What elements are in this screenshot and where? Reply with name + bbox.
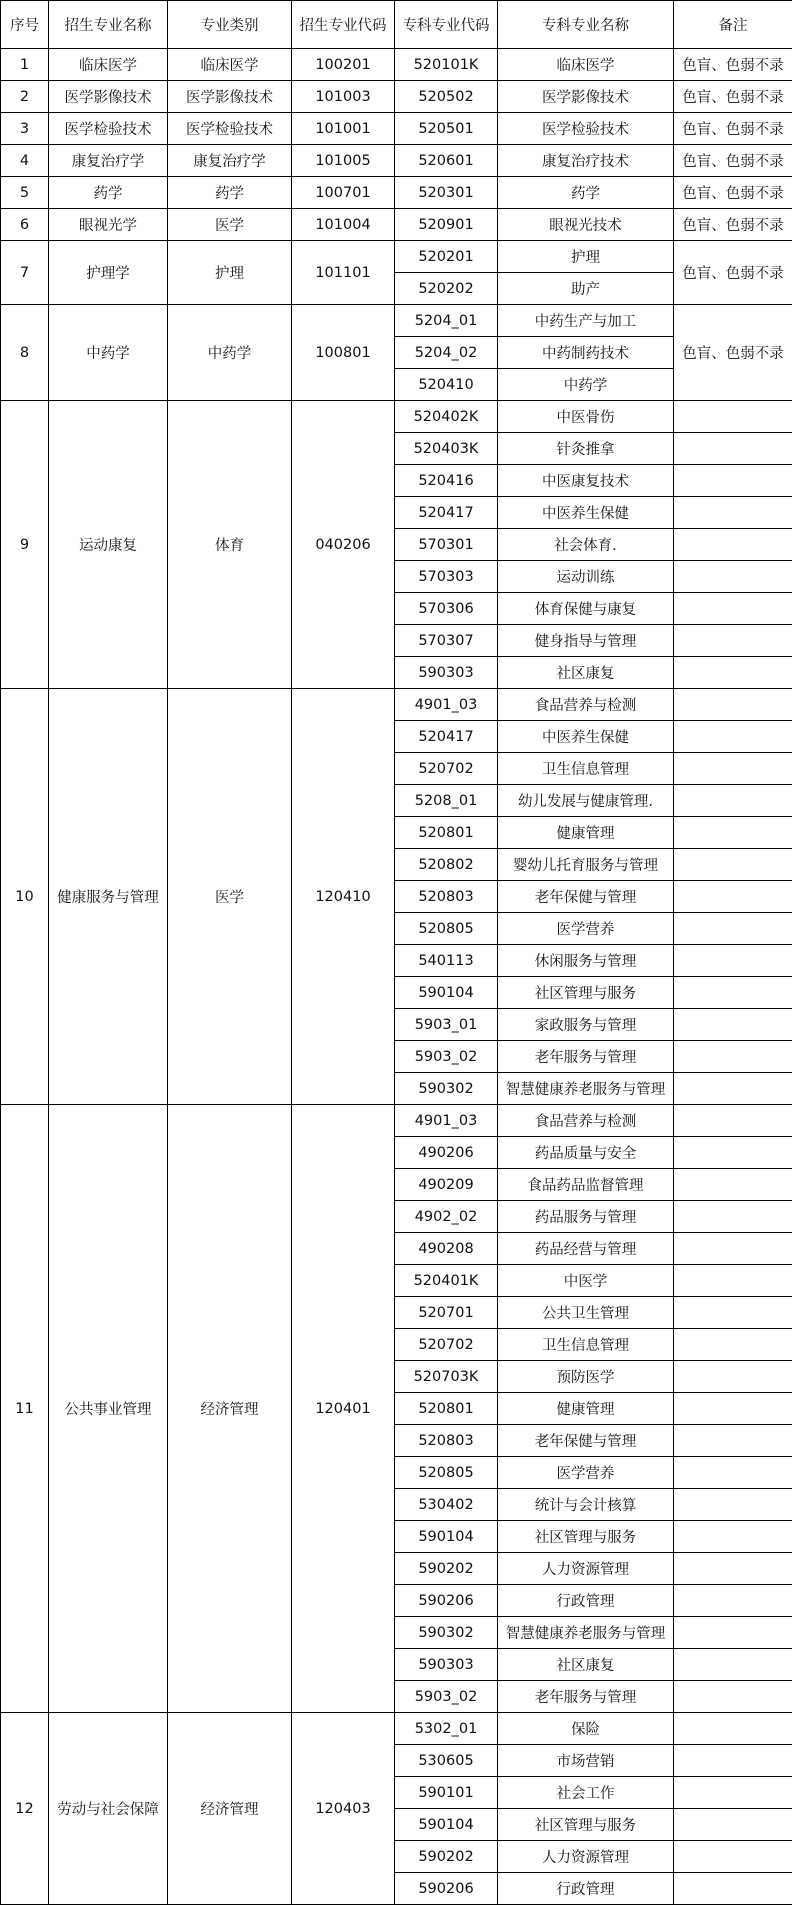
note-cell <box>674 497 792 529</box>
college-code-cell: 5204_01 <box>395 305 498 337</box>
college-code-cell: 540113 <box>395 945 498 977</box>
college-code-cell: 520502 <box>395 81 498 113</box>
college-code-cell: 520805 <box>395 1457 498 1489</box>
college-code-cell: 5903_02 <box>395 1681 498 1713</box>
college-name-cell: 行政管理 <box>498 1585 674 1617</box>
major-code-cell: 101004 <box>292 209 395 241</box>
note-cell <box>674 1169 792 1201</box>
major-name-cell: 公共事业管理 <box>49 1105 168 1713</box>
major-name-cell: 药学 <box>49 177 168 209</box>
category-cell: 护理 <box>168 241 292 305</box>
college-name-cell: 医学影像技术 <box>498 81 674 113</box>
table-row <box>1 241 792 273</box>
college-name-cell: 卫生信息管理 <box>498 753 674 785</box>
college-code-cell: 4901_03 <box>395 1105 498 1137</box>
note-cell <box>674 1809 792 1841</box>
college-name-cell: 中医学 <box>498 1265 674 1297</box>
college-code-cell: 520101K <box>395 49 498 81</box>
college-code-cell: 590101 <box>395 1777 498 1809</box>
note-cell <box>674 1137 792 1169</box>
seq-cell: 12 <box>1 1713 49 1905</box>
note-cell <box>674 625 792 657</box>
college-name-cell: 预防医学 <box>498 1361 674 1393</box>
seq-cell: 1 <box>1 49 49 81</box>
college-code-cell: 590206 <box>395 1585 498 1617</box>
category-cell: 医学检验技术 <box>168 113 292 145</box>
table-row <box>1 209 792 241</box>
college-name-cell: 婴幼儿托育服务与管理 <box>498 849 674 881</box>
college-name-cell: 医学营养 <box>498 913 674 945</box>
college-code-cell: 490206 <box>395 1137 498 1169</box>
college-name-cell: 智慧健康养老服务与管理 <box>498 1617 674 1649</box>
college-name-cell: 药品经营与管理 <box>498 1233 674 1265</box>
college-code-cell: 490208 <box>395 1233 498 1265</box>
header-college-code: 专科专业代码 <box>395 1 498 49</box>
note-cell: 色盲、色弱不录 <box>674 81 792 113</box>
header-major-name: 招生专业名称 <box>49 1 168 49</box>
major-name-cell: 临床医学 <box>49 49 168 81</box>
college-code-cell: 520416 <box>395 465 498 497</box>
header-category: 专业类别 <box>168 1 292 49</box>
college-code-cell: 5903_02 <box>395 1041 498 1073</box>
college-name-cell: 社会工作 <box>498 1777 674 1809</box>
note-cell: 色盲、色弱不录 <box>674 49 792 81</box>
table-row <box>1 401 792 433</box>
college-name-cell: 食品营养与检测 <box>498 689 674 721</box>
note-cell <box>674 1457 792 1489</box>
college-name-cell: 社区管理与服务 <box>498 1521 674 1553</box>
college-name-cell: 药品质量与安全 <box>498 1137 674 1169</box>
note-cell: 色盲、色弱不录 <box>674 177 792 209</box>
category-cell: 经济管理 <box>168 1105 292 1713</box>
seq-cell: 8 <box>1 305 49 401</box>
college-code-cell: 520701 <box>395 1297 498 1329</box>
note-cell: 色盲、色弱不录 <box>674 113 792 145</box>
college-name-cell: 健身指导与管理 <box>498 625 674 657</box>
note-cell <box>674 977 792 1009</box>
table-header <box>1 1 792 49</box>
note-cell <box>674 433 792 465</box>
note-cell <box>674 1009 792 1041</box>
note-cell <box>674 1777 792 1809</box>
note-cell <box>674 529 792 561</box>
note-cell <box>674 1265 792 1297</box>
note-cell: 色盲、色弱不录 <box>674 145 792 177</box>
college-code-cell: 520805 <box>395 913 498 945</box>
college-name-cell: 幼儿发展与健康管理. <box>498 785 674 817</box>
seq-cell: 11 <box>1 1105 49 1713</box>
major-code-cell: 101001 <box>292 113 395 145</box>
college-code-cell: 5302_01 <box>395 1713 498 1745</box>
seq-cell: 4 <box>1 145 49 177</box>
college-code-cell: 520802 <box>395 849 498 881</box>
college-name-cell: 健康管理 <box>498 817 674 849</box>
major-code-cell: 120403 <box>292 1713 395 1905</box>
college-code-cell: 590303 <box>395 1649 498 1681</box>
note-cell <box>674 721 792 753</box>
college-code-cell: 570306 <box>395 593 498 625</box>
category-cell: 医学影像技术 <box>168 81 292 113</box>
college-code-cell: 520803 <box>395 1425 498 1457</box>
college-name-cell: 公共卫生管理 <box>498 1297 674 1329</box>
college-code-cell: 520601 <box>395 145 498 177</box>
category-cell: 医学 <box>168 209 292 241</box>
category-cell: 体育 <box>168 401 292 689</box>
college-name-cell: 中药学 <box>498 369 674 401</box>
college-name-cell: 市场营销 <box>498 1745 674 1777</box>
college-name-cell: 老年服务与管理 <box>498 1681 674 1713</box>
table-body <box>1 49 792 1905</box>
note-cell <box>674 817 792 849</box>
college-code-cell: 590104 <box>395 1809 498 1841</box>
college-code-cell: 520417 <box>395 721 498 753</box>
note-cell <box>674 1393 792 1425</box>
major-code-cell: 100801 <box>292 305 395 401</box>
college-code-cell: 590303 <box>395 657 498 689</box>
note-cell <box>674 1041 792 1073</box>
seq-cell: 2 <box>1 81 49 113</box>
college-code-cell: 590206 <box>395 1873 498 1905</box>
college-code-cell: 520703K <box>395 1361 498 1393</box>
college-name-cell: 社区康复 <box>498 657 674 689</box>
note-cell <box>674 785 792 817</box>
major-name-cell: 康复治疗学 <box>49 145 168 177</box>
note-cell <box>674 401 792 433</box>
note-cell <box>674 1713 792 1745</box>
college-name-cell: 老年保健与管理 <box>498 881 674 913</box>
college-name-cell: 社会体育. <box>498 529 674 561</box>
college-name-cell: 社区管理与服务 <box>498 1809 674 1841</box>
college-name-cell: 人力资源管理 <box>498 1553 674 1585</box>
major-code-cell: 101005 <box>292 145 395 177</box>
college-name-cell: 护理 <box>498 241 674 273</box>
college-code-cell: 590302 <box>395 1617 498 1649</box>
seq-cell: 9 <box>1 401 49 689</box>
college-name-cell: 运动训练 <box>498 561 674 593</box>
college-name-cell: 家政服务与管理 <box>498 1009 674 1041</box>
note-cell <box>674 849 792 881</box>
table-row <box>1 305 792 337</box>
major-code-cell: 100701 <box>292 177 395 209</box>
table-row <box>1 1713 792 1745</box>
college-name-cell: 统计与会计核算 <box>498 1489 674 1521</box>
category-cell: 经济管理 <box>168 1713 292 1905</box>
college-name-cell: 体育保健与康复 <box>498 593 674 625</box>
table-row <box>1 49 792 81</box>
header-seq: 序号 <box>1 1 49 49</box>
note-cell <box>674 1073 792 1105</box>
note-cell <box>674 1489 792 1521</box>
college-name-cell: 老年服务与管理 <box>498 1041 674 1073</box>
college-code-cell: 520801 <box>395 1393 498 1425</box>
college-code-cell: 520702 <box>395 1329 498 1361</box>
note-cell <box>674 1233 792 1265</box>
college-code-cell: 5208_01 <box>395 785 498 817</box>
college-name-cell: 中药生产与加工 <box>498 305 674 337</box>
seq-cell: 6 <box>1 209 49 241</box>
table-row <box>1 689 792 721</box>
note-cell: 色盲、色弱不录 <box>674 305 792 401</box>
college-name-cell: 休闲服务与管理 <box>498 945 674 977</box>
major-name-cell: 眼视光学 <box>49 209 168 241</box>
college-name-cell: 医学营养 <box>498 1457 674 1489</box>
header-row <box>1 1 792 49</box>
college-name-cell: 人力资源管理 <box>498 1841 674 1873</box>
major-name-cell: 护理学 <box>49 241 168 305</box>
seq-cell: 3 <box>1 113 49 145</box>
college-code-cell: 520402K <box>395 401 498 433</box>
college-code-cell: 570303 <box>395 561 498 593</box>
note-cell <box>674 913 792 945</box>
college-code-cell: 520801 <box>395 817 498 849</box>
college-code-cell: 520803 <box>395 881 498 913</box>
note-cell <box>674 1841 792 1873</box>
seq-cell: 7 <box>1 241 49 305</box>
note-cell <box>674 1201 792 1233</box>
note-cell <box>674 1553 792 1585</box>
college-code-cell: 590302 <box>395 1073 498 1105</box>
college-code-cell: 590104 <box>395 1521 498 1553</box>
college-name-cell: 健康管理 <box>498 1393 674 1425</box>
note-cell <box>674 753 792 785</box>
header-major-code: 招生专业代码 <box>292 1 395 49</box>
note-cell <box>674 689 792 721</box>
college-code-cell: 520410 <box>395 369 498 401</box>
note-cell: 色盲、色弱不录 <box>674 209 792 241</box>
college-name-cell: 老年保健与管理 <box>498 1425 674 1457</box>
table-row <box>1 113 792 145</box>
note-cell <box>674 1105 792 1137</box>
table-row <box>1 177 792 209</box>
college-code-cell: 590202 <box>395 1841 498 1873</box>
college-name-cell: 针灸推拿 <box>498 433 674 465</box>
note-cell: 色盲、色弱不录 <box>674 241 792 305</box>
note-cell <box>674 1361 792 1393</box>
note-cell <box>674 657 792 689</box>
table-row <box>1 1105 792 1137</box>
college-code-cell: 570307 <box>395 625 498 657</box>
college-code-cell: 520901 <box>395 209 498 241</box>
college-name-cell: 社区康复 <box>498 1649 674 1681</box>
note-cell <box>674 1681 792 1713</box>
major-name-cell: 劳动与社会保障 <box>49 1713 168 1905</box>
college-name-cell: 临床医学 <box>498 49 674 81</box>
note-cell <box>674 1649 792 1681</box>
note-cell <box>674 881 792 913</box>
college-code-cell: 520501 <box>395 113 498 145</box>
note-cell <box>674 1873 792 1905</box>
college-code-cell: 4901_03 <box>395 689 498 721</box>
major-code-cell: 120401 <box>292 1105 395 1713</box>
college-code-cell: 520202 <box>395 273 498 305</box>
college-code-cell: 5903_01 <box>395 1009 498 1041</box>
header-college-name: 专科专业名称 <box>498 1 674 49</box>
major-code-cell: 100201 <box>292 49 395 81</box>
college-name-cell: 中医骨伤 <box>498 401 674 433</box>
note-cell <box>674 1521 792 1553</box>
college-name-cell: 行政管理 <box>498 1873 674 1905</box>
college-name-cell: 保险 <box>498 1713 674 1745</box>
college-name-cell: 食品药品监督管理 <box>498 1169 674 1201</box>
major-name-cell: 医学影像技术 <box>49 81 168 113</box>
note-cell <box>674 1617 792 1649</box>
seq-cell: 5 <box>1 177 49 209</box>
note-cell <box>674 1745 792 1777</box>
note-cell <box>674 593 792 625</box>
college-code-cell: 520301 <box>395 177 498 209</box>
college-code-cell: 570301 <box>395 529 498 561</box>
college-name-cell: 社区管理与服务 <box>498 977 674 1009</box>
category-cell: 医学 <box>168 689 292 1105</box>
college-code-cell: 520401K <box>395 1265 498 1297</box>
college-code-cell: 490209 <box>395 1169 498 1201</box>
college-name-cell: 中医养生保健 <box>498 721 674 753</box>
college-name-cell: 助产 <box>498 273 674 305</box>
seq-cell: 10 <box>1 689 49 1105</box>
college-name-cell: 中医康复技术 <box>498 465 674 497</box>
college-code-cell: 590202 <box>395 1553 498 1585</box>
major-name-cell: 健康服务与管理 <box>49 689 168 1105</box>
college-code-cell: 520702 <box>395 753 498 785</box>
note-cell <box>674 1425 792 1457</box>
table-row <box>1 81 792 113</box>
college-code-cell: 5204_02 <box>395 337 498 369</box>
college-name-cell: 中医养生保健 <box>498 497 674 529</box>
college-name-cell: 医学检验技术 <box>498 113 674 145</box>
category-cell: 临床医学 <box>168 49 292 81</box>
note-cell <box>674 945 792 977</box>
note-cell <box>674 561 792 593</box>
note-cell <box>674 1329 792 1361</box>
college-name-cell: 药品服务与管理 <box>498 1201 674 1233</box>
college-code-cell: 520201 <box>395 241 498 273</box>
note-cell <box>674 1585 792 1617</box>
major-code-cell: 101003 <box>292 81 395 113</box>
major-code-cell: 101101 <box>292 241 395 305</box>
table-row <box>1 145 792 177</box>
major-name-cell: 运动康复 <box>49 401 168 689</box>
college-name-cell: 卫生信息管理 <box>498 1329 674 1361</box>
college-code-cell: 530402 <box>395 1489 498 1521</box>
college-code-cell: 4902_02 <box>395 1201 498 1233</box>
college-name-cell: 智慧健康养老服务与管理 <box>498 1073 674 1105</box>
note-cell <box>674 1297 792 1329</box>
college-name-cell: 食品营养与检测 <box>498 1105 674 1137</box>
college-name-cell: 康复治疗技术 <box>498 145 674 177</box>
college-name-cell: 中药制药技术 <box>498 337 674 369</box>
note-cell <box>674 465 792 497</box>
college-code-cell: 590104 <box>395 977 498 1009</box>
header-note: 备注 <box>674 1 792 49</box>
college-name-cell: 眼视光技术 <box>498 209 674 241</box>
category-cell: 康复治疗学 <box>168 145 292 177</box>
category-cell: 药学 <box>168 177 292 209</box>
college-name-cell: 药学 <box>498 177 674 209</box>
college-code-cell: 530605 <box>395 1745 498 1777</box>
college-code-cell: 520403K <box>395 433 498 465</box>
major-code-cell: 040206 <box>292 401 395 689</box>
major-name-cell: 中药学 <box>49 305 168 401</box>
category-cell: 中药学 <box>168 305 292 401</box>
college-code-cell: 520417 <box>395 497 498 529</box>
major-name-cell: 医学检验技术 <box>49 113 168 145</box>
major-code-cell: 120410 <box>292 689 395 1105</box>
